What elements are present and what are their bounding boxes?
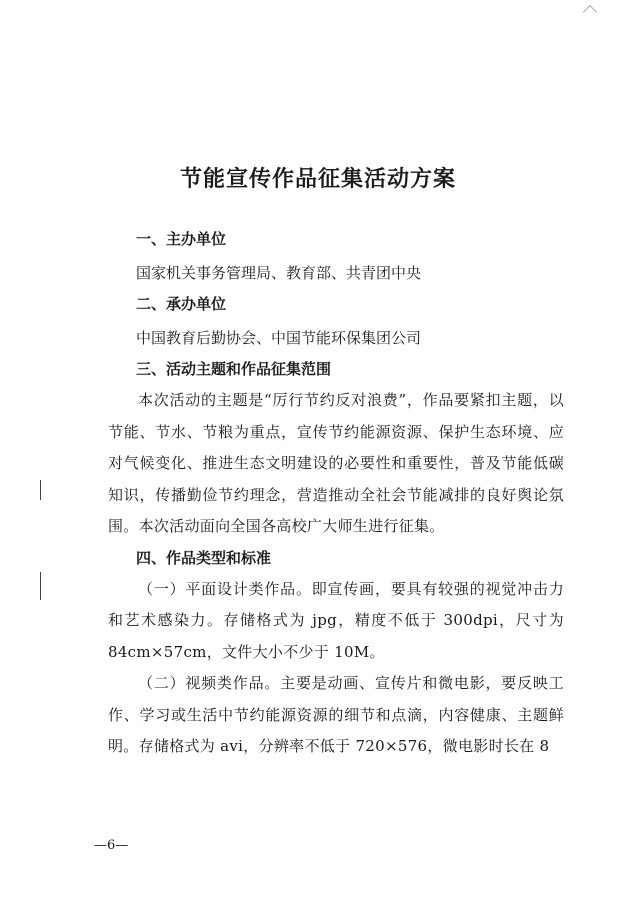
corner-mark-icon <box>583 5 597 19</box>
section-heading-undertaker: 二、承办单位 <box>136 295 227 313</box>
organizer-text: 国家机关事务管理局、教育部、共青团中央 <box>136 264 422 282</box>
section-heading-theme: 三、活动主题和作品征集范围 <box>136 360 332 378</box>
document-body <box>108 224 564 763</box>
binding-mark <box>40 572 41 600</box>
document-title: 节能宣传作品征集活动方案 <box>179 166 456 192</box>
page-number: —6— <box>94 838 129 853</box>
theme-paragraph: 本次活动的主题是“厉行节约反对浪费”，作品要紧扣主题，以节能、节水、节粮为重点，宣传节约能源资源、保护生态环境、应对气候变化、推进生态文明建设的必要性和重要性，普及节能低碳知识，传播勤俭节约理念，营造推动全社会节能减排的良好舆论氛围。本次活动面向全国各高校广大师生进行征集。 <box>108 391 564 535</box>
graphic-design-paragraph: （一）平面设计类作品。即宣传画，要具有较强的视觉冲击力和艺术感染力。存储格式为 jpg，精度不低于 300dpi，尺寸为 84cm×57cm，文件大小不少于 10M。 <box>108 579 564 661</box>
video-paragraph: （二）视频类作品。主要是动画、宣传片和微电影，要反映工作、学习或生活中节约能源资源的细节和点滴，内容健康、主题鲜明。存储格式为 avi，分辨率不低于 720×576，微电影时长在 8 <box>108 674 564 755</box>
binding-mark <box>40 480 41 500</box>
section-heading-organizer: 一、主办单位 <box>136 230 227 248</box>
section-heading-types: 四、作品类型和标准 <box>136 548 272 567</box>
undertaker-text: 中国教育后勤协会、中国节能环保集团公司 <box>136 329 422 347</box>
